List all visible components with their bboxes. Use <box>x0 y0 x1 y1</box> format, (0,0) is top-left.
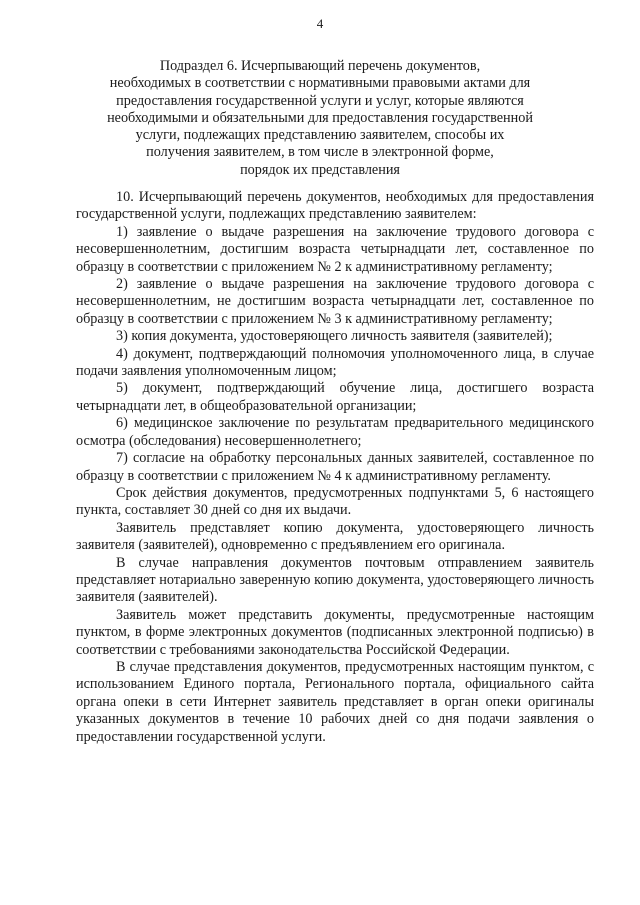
paragraph: Заявитель может представить документы, предусмотренные настоящим пунктом, в форме электронных документов (подписанных электронной подписью) в соответствии с требованиями законодательства Российской Федерации. <box>76 606 594 658</box>
paragraph: В случае представления документов, предусмотренных настоящим пунктом, с использованием Единого портала, Регионального портала, официального сайта органа опеки в сети Интернет заявитель представляет в орган опеки оригиналы указанных документов в течение 10 рабочих дней со дня подачи заявления о предоставлении государственной услуги. <box>76 658 594 745</box>
heading-line: Подраздел 6. Исчерпывающий перечень документов, <box>159 58 481 74</box>
section-heading <box>80 58 560 179</box>
heading-line: получения заявителем, в том числе в электронной форме, <box>146 144 494 161</box>
heading-line: предоставления государственной услуги и услуг, которые являются <box>116 92 524 109</box>
list-item: 5) документ, подтверждающий обучение лица, достигшего возраста четырнадцати лет, в общеобразовательной организации; <box>76 380 594 414</box>
paragraph: В случае направления документов почтовым отправлением заявитель представляет нотариально заверенную копию документа, удостоверяющего личность заявителя (заявителей). <box>76 554 594 606</box>
list-item: 4) документ, подтверждающий полномочия уполномоченного лица, в случае подачи заявления уполномоченным лицом; <box>76 345 594 380</box>
list-item: 6) медицинское заключение по результатам предварительного медицинского осмотра (обследования) несовершеннолетнего; <box>76 415 594 449</box>
heading-line: услуги, подлежащих представлению заявителем, способы их <box>135 127 505 144</box>
list-item: 2) заявление о выдаче разрешения на заключение трудового договора с несовершеннолетним, не достигшим возраста четырнадцати лет, составленное по образцу в соответствии с приложением № 3 к административному регламенту; <box>76 276 594 327</box>
list-item: 3) копия документа, удостоверяющего личность заявителя (заявителей); <box>116 328 553 345</box>
paragraph: Срок действия документов, предусмотренных подпунктами 5, 6 настоящего пункта, составляет 30 дней со дня их выдачи. <box>76 484 594 519</box>
heading-line: необходимых в соответствии с нормативными правовыми актами для <box>109 75 531 92</box>
heading-line: порядок их представления <box>240 161 400 178</box>
paragraph: Заявитель представляет копию документа, удостоверяющего личность заявителя (заявителей), одновременно с предъявлением его оригинала. <box>76 519 594 554</box>
document-body <box>76 189 594 746</box>
list-item: 1) заявление о выдаче разрешения на заключение трудового договора с несовершеннолетним, достигшим возраста четырнадцати лет, составленное по образцу в соответствии с приложением № 2 к административному регламенту; <box>76 223 594 275</box>
heading-line: необходимыми и обязательными для предоставления государственной <box>107 109 533 126</box>
paragraph-item-10: 10. Исчерпывающий перечень документов, необходимых для предоставления государственной услуги, подлежащих представлению заявителем: <box>76 189 594 223</box>
list-item: 7) согласие на обработку персональных данных заявителей, составленное по образцу в соответствии с приложением № 4 к административному регламенту. <box>76 450 594 484</box>
page-number: 4 <box>316 16 324 31</box>
